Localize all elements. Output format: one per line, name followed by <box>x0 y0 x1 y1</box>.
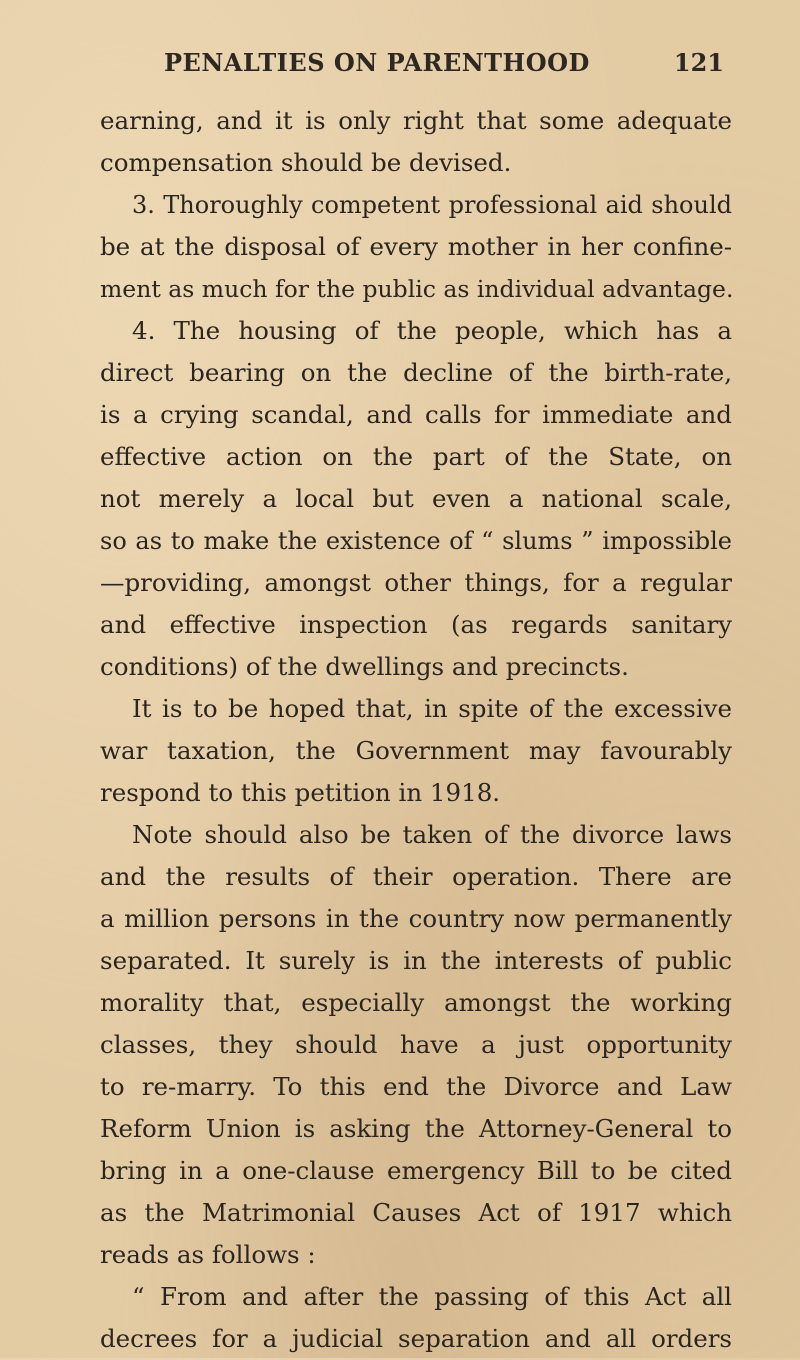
text-line: 4. The housing of the people, which has a <box>132 316 732 345</box>
text-line: ment as much for the public as individual advantage. <box>100 275 734 303</box>
text-line: Reform Union is asking the Attorney-General to <box>100 1114 732 1143</box>
text-line: is a crying scandal, and calls for immediate and <box>100 400 732 429</box>
text-line: conditions) of the dwellings and precincts. <box>100 652 629 681</box>
text-line: direct bearing on the decline of the birth-rate, <box>100 358 732 387</box>
text-line: and effective inspection (as regards sanitary <box>100 610 732 639</box>
text-line: classes, they should have a just opportunity <box>100 1030 732 1059</box>
text-line: Note should also be taken of the divorce laws <box>132 820 732 849</box>
text-line: —providing, amongst other things, for a regular <box>100 568 732 597</box>
text-line: decrees for a judicial separation and all orders <box>100 1324 732 1353</box>
body-text <box>100 100 732 1360</box>
text-line: so as to make the existence of “ slums ” impossible <box>100 527 732 555</box>
text-line: effective action on the part of the State, on <box>100 442 732 471</box>
text-line: earning, and it is only right that some adequate <box>100 106 732 135</box>
text-line: be at the disposal of every mother in her confine- <box>100 232 732 261</box>
text-line: not merely a local but even a national scale, <box>100 484 732 513</box>
text-line: a million persons in the country now permanently <box>100 904 732 933</box>
text-line: to re-marry. To this end the Divorce and Law <box>100 1072 732 1101</box>
text-line: and the results of their operation. There are <box>100 862 732 891</box>
page-number: 121 <box>673 48 724 77</box>
running-head-title: PENALTIES ON PARENTHOOD <box>164 48 590 77</box>
text-line: “ From and after the passing of this Act all <box>132 1282 732 1311</box>
text-line: as the Matrimonial Causes Act of 1917 which <box>100 1198 732 1227</box>
text-line: reads as follows : <box>100 1240 316 1269</box>
text-line: bring in a one-clause emergency Bill to be cited <box>100 1156 732 1185</box>
text-line: compensation should be devised. <box>100 148 512 177</box>
text-line: respond to this petition in 1918. <box>100 778 501 807</box>
text-line: separated. It surely is in the interests of public <box>100 946 732 975</box>
text-line: morality that, especially amongst the working <box>100 988 732 1017</box>
text-line: 3. Thoroughly competent professional aid should <box>132 191 732 219</box>
text-line: It is to be hoped that, in spite of the excessive <box>132 694 732 723</box>
running-head <box>164 48 724 88</box>
text-line: war taxation, the Government may favourably <box>100 736 732 765</box>
